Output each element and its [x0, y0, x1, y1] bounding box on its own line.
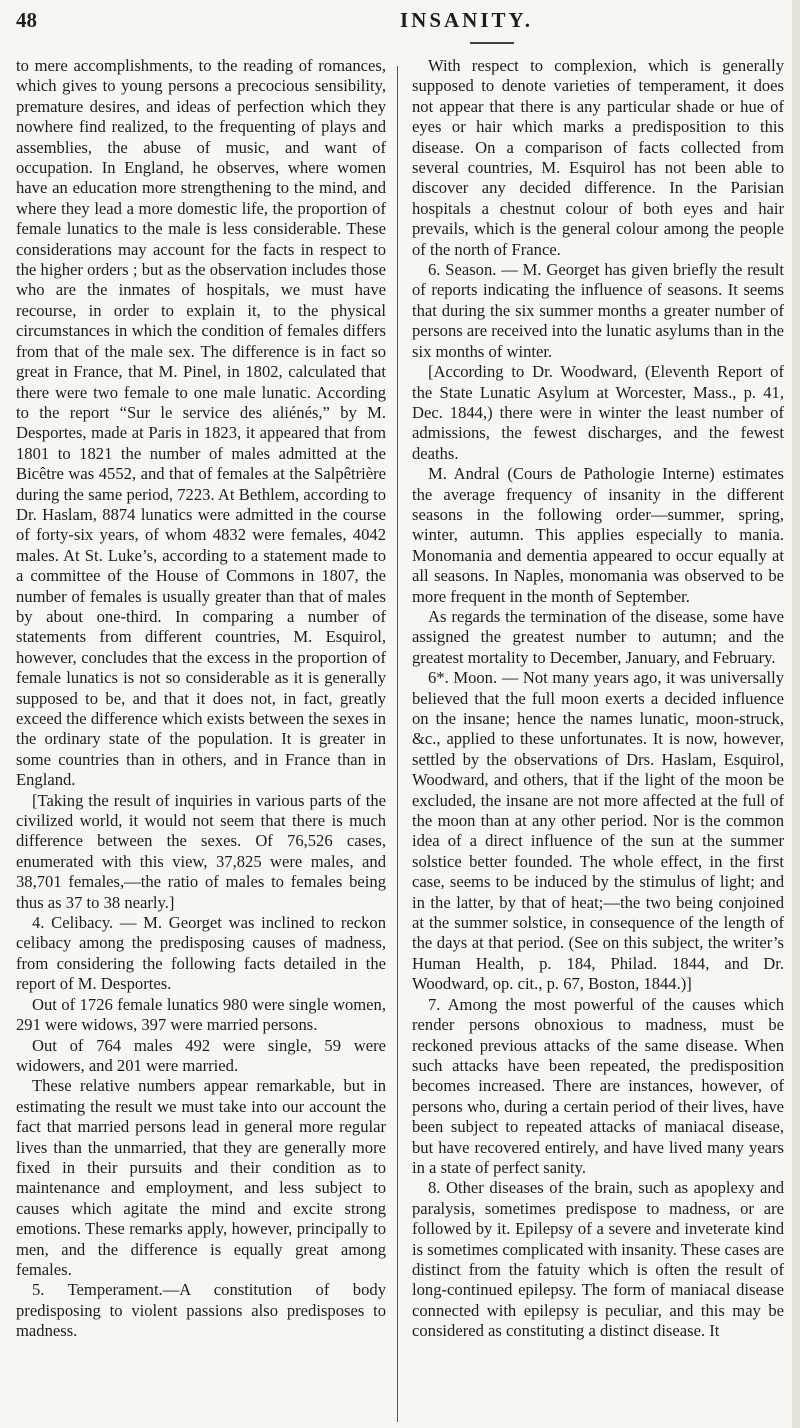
running-title: INSANITY. [400, 8, 534, 32]
paragraph-season: 6. Season. — M. Georget has given briefly the result of reports indicating the influence of seasons. It seems that during the six summer months a greater number of persons are received into the lunatic asylums than in the six months of winter. [412, 260, 784, 361]
paragraph: These relative numbers appear remarkable, but in estimating the result we must take into our account the fact that married persons lead in general more regular lives than the unmarried, that they are generally more fixed in their pursuits and their condition as to maintenance and employment, and less subject to causes which agitate the mind and excite strong emotions. These remarks apply, however, principally to men, and the difference is equally great among females. [16, 1076, 386, 1279]
paragraph-moon: 6*. Moon. — Not many years ago, it was universally believed that the full moon exerts a decided influence on the insane; hence the names lunatic, moon-struck, &c., applied to these unfortunates. It is now, however, settled by the observations of Drs. Haslam, Esquirol, Woodward, and others, that if the light of the moon be excluded, the insane are not more affected at the full of the moon than at any other period. Nor is the common idea of a direct influence of the sun at the summer solstice better founded. The whole effect, in the first case, seems to be induced by the stimulus of light; and in the latter, by that of heat;—the two being conjoined at the summer solstice, in consequence of the length of the days at that period. (See on this subject, the writer’s Human Health, p. 184, Philad. 1844, and Dr. Woodward, op. cit., p. 67, Boston, 1844.)] [412, 668, 784, 994]
right-column [412, 56, 784, 1342]
paragraph: M. Andral (Cours de Pathologie Interne) estimates the average frequency of insanity in the different seasons in the following order—summer, spring, winter, autumn. This applies especially to mania. Monomania and dementia appeared to occur equally at all seasons. In Naples, monomania was observed to be more frequent in the month of September. [412, 464, 784, 606]
left-column [16, 56, 386, 1342]
paragraph: 8. Other diseases of the brain, such as apoplexy and paralysis, sometimes predispose to madness, or are followed by it. Epilepsy of a severe and inveterate kind is sometimes complicated with insanity. These cases are distinct from the fatuity which is often the result of long-continued epilepsy. The form of maniacal disease connected with epilepsy is peculiar, and this may be considered as constituting a distinct disease. It [412, 1178, 784, 1341]
paragraph: to mere accomplishments, to the reading of romances, which gives to young persons a precocious sensibility, premature desires, and ideas of perfection which they nowhere find realized, to the frequenting of plays and assemblies, the abuse of music, and want of occupation. In England, he observes, where women have an education more strengthening to the mind, and where they lead a more domestic life, the proportion of female lunatics to the male is less considerable. These considerations may account for the facts in respect to the higher orders ; but as the observation includes those who are the inmates of hospitals, we must have recourse, in order to explain it, to the physical circumstances in which the condition of females differs from that of the male sex. The difference is in fact so great in France, that M. Pinel, in 1802, calculated that there were two female to one male lunatic. According to the report “Sur le service des aliénés,” by M. Desportes, made at Paris in 1823, it appeared that from 1801 to 1821 the number of males admitted at the Bicêtre was 4552, and that of females at the Salpêtrière during the same period, 7223. At Bethlem, according to Dr. Haslam, 8874 lunatics were admitted in the course of forty-six years, of whom 4832 were females, 4042 males. At St. Luke’s, according to a statement made to a committee of the House of Commons in 1807, the number of females is usually greater than that of males by about one-third. In comparing a number of statements from different countries, M. Esquirol, however, concludes that the excess in the proportion of female lunatics is not so considerable as it is generally supposed to be, and that it does not, in fact, greatly exceed the difference which exists between the sexes in the ordinary state of the population. It is greater in some countries than in others, and in France than in England. [16, 56, 386, 790]
paragraph: [Taking the result of inquiries in various parts of the civilized world, it would not seem that there is much difference between the sexes. Of 76,526 cases, enumerated with this view, 37,825 were males, and 38,701 females,—the ratio of males to females being thus as 37 to 38 nearly.] [16, 790, 386, 912]
page-edge [792, 0, 800, 1428]
paragraph: With respect to complexion, which is generally supposed to denote varieties of temperament, it does not appear that there is any particular shade or hue of eyes or hair which marks a predisposition to this disease. On a comparison of facts collected from several countries, M. Esquirol has not been able to discover any decided difference. In the Parisian hospitals a chestnut colour of both eyes and hair prevails, which is the general colour among the people of the north of France. [412, 56, 784, 259]
paragraph: [According to Dr. Woodward, (Eleventh Report of the State Lunatic Asylum at Worcester, Mass., p. 41, Dec. 1844,) there were in winter the least number of admissions, the fewest discharges, and the fewest deaths. [412, 362, 784, 463]
header-ornament-rule [470, 42, 514, 44]
paragraph-temperament: 5. Temperament.—A constitution of body predisposing to violent passions also predisposes to madness. [16, 1280, 386, 1341]
column-divider [397, 66, 398, 1422]
paragraph: 7. Among the most powerful of the causes which render persons obnoxious to madness, must be reckoned previous attacks of the same disease. When such attacks have been repeated, the predisposition becomes increased. There are instances, however, of persons who, during a certain period of their lives, have been subject to repeated attacks of maniacal disease, but have recovered entirely, and have lived many years in a state of perfect sanity. [412, 994, 784, 1177]
paragraph-celibacy: 4. Celibacy. — M. Georget was inclined to reckon celibacy among the predisposing causes of madness, from considering the following facts detailed in the report of M. Desportes. [16, 913, 386, 994]
paragraph: Out of 764 males 492 were single, 59 were widowers, and 201 were married. [16, 1035, 386, 1075]
page-number: 48 [16, 8, 37, 32]
paragraph: Out of 1726 female lunatics 980 were single women, 291 were widows, 397 were married persons. [16, 994, 386, 1035]
paragraph: As regards the termination of the disease, some have assigned the greatest number to autumn; and the greatest mortality to December, January, and February. [412, 606, 784, 667]
